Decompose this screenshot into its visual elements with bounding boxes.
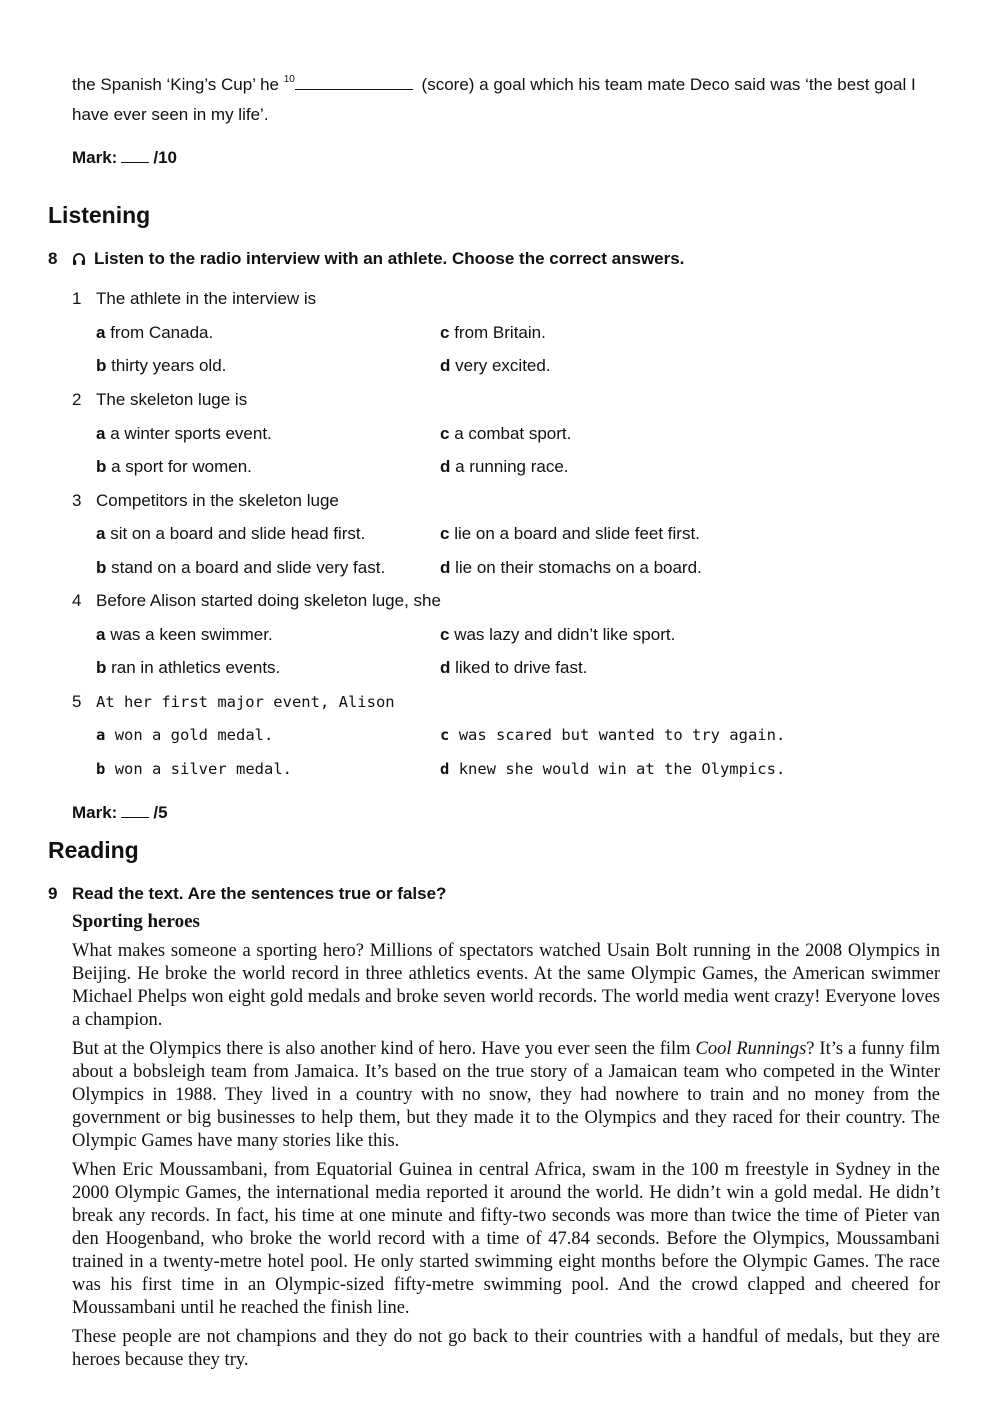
- text-fragment: the Spanish ‘King’s Cup’ he: [72, 75, 284, 94]
- option-2d[interactable]: d a running race.: [440, 457, 569, 476]
- reading-paragraph-2: But at the Olympics there is also another kind of hero. Have you ever seen the film Cool Runnings? It’s a funny film about a bobsleigh team from Jamaica. It’s based on the true story of a Jamaican team who competed in the Winter Olympics in 1988. They lived in a country with no snow, they had nowhere to train and no money from the government or big businesses to help them, but they made it to the Olympics and they raced for their country. The Olympic Games have many stories like this.: [72, 1039, 940, 1151]
- reading-text: [72, 910, 940, 1378]
- option-2a[interactable]: a a winter sports event.: [96, 424, 272, 443]
- question-3-stem: 3 Competitors in the skeleton luge: [72, 491, 339, 510]
- option-5d[interactable]: d knew she would win at the Olympics.: [440, 760, 786, 778]
- option-5c[interactable]: c was scared but wanted to try again.: [440, 726, 786, 744]
- question-1-stem: 1 The athlete in the interview is: [72, 289, 317, 308]
- grammar-mark: Mark: /10: [72, 148, 177, 167]
- question-4-stem: 4 Before Alison started doing skeleton luge, she: [72, 591, 441, 610]
- reading-task-instruction: 9 Read the text. Are the sentences true or false?: [48, 884, 447, 903]
- option-3a[interactable]: a sit on a board and slide head first.: [96, 524, 366, 543]
- gap-number: 10: [283, 74, 295, 85]
- answer-gap-10[interactable]: [295, 75, 413, 90]
- mark-blank[interactable]: [121, 150, 149, 163]
- option-4b[interactable]: b ran in athletics events.: [96, 658, 281, 677]
- listening-heading: Listening: [48, 202, 151, 228]
- headphones-icon: [72, 252, 86, 266]
- option-4a[interactable]: a was a keen swimmer.: [96, 625, 273, 644]
- listening-mark: Mark: /5: [72, 803, 168, 822]
- option-3b[interactable]: b stand on a board and slide very fast.: [96, 558, 386, 577]
- grammar-text-continuation: [72, 70, 942, 130]
- reading-heading: Reading: [48, 837, 139, 863]
- option-2c[interactable]: c a combat sport.: [440, 424, 572, 443]
- option-2b[interactable]: b a sport for women.: [96, 457, 252, 476]
- option-3d[interactable]: d lie on their stomachs on a board.: [440, 558, 702, 577]
- text-fragment: (score) a goal which his team mate Deco said was ‘the best goal I have ever seen in my life’.: [72, 75, 916, 124]
- option-1d[interactable]: d very excited.: [440, 356, 551, 375]
- option-4d[interactable]: d liked to drive fast.: [440, 658, 588, 677]
- option-1c[interactable]: c from Britain.: [440, 323, 546, 342]
- option-1a[interactable]: a from Canada.: [96, 323, 214, 342]
- option-1b[interactable]: b thirty years old.: [96, 356, 227, 375]
- reading-paragraph-4: These people are not champions and they do not go back to their countries with a handful of medals, but they are heroes because they try.: [72, 1327, 940, 1370]
- option-5b[interactable]: b won a silver medal.: [96, 760, 292, 778]
- option-3c[interactable]: c lie on a board and slide feet first.: [440, 524, 700, 543]
- listening-task-instruction: 8 Listen to the radio interview with an athlete. Choose the correct answers.: [48, 249, 685, 268]
- reading-paragraph-1: What makes someone a sporting hero? Millions of spectators watched Usain Bolt running in the 2008 Olympics in Beijing. He broke the world record in three athletics events. At the same Olympic Games, the American swimmer Michael Phelps won eight gold medals and broke seven world records. The world media went crazy! Everyone loves a champion.: [72, 941, 940, 1030]
- reading-title: Sporting heroes: [72, 911, 200, 932]
- option-4c[interactable]: c was lazy and didn’t like sport.: [440, 625, 676, 644]
- option-5a[interactable]: a won a gold medal.: [96, 726, 274, 744]
- question-5-stem: 5 At her first major event, Alison: [72, 692, 395, 711]
- reading-paragraph-3: When Eric Moussambani, from Equatorial Guinea in central Africa, swam in the 100 m freestyle in Sydney in the 2000 Olympic Games, the international media reported it around the world. He didn’t win a gold medal. He didn’t break any records. In fact, his time at one minute and fifty-two seconds was more than twice the time of Pieter van den Hoogenband, who broke the world record with a time of 47.84 seconds. Before the Olympics, Moussambani trained in a twenty-metre hotel pool. He only started swimming eight months before the Olympic Games. The race was his first time in an Olympic-sized fifty-metre swimming pool. And the crowd clapped and cheered for Moussambani until he reached the finish line.: [72, 1160, 940, 1318]
- question-2-stem: 2 The skeleton luge is: [72, 390, 248, 409]
- mark-blank[interactable]: [121, 805, 149, 818]
- film-title: Cool Runnings: [695, 1039, 807, 1059]
